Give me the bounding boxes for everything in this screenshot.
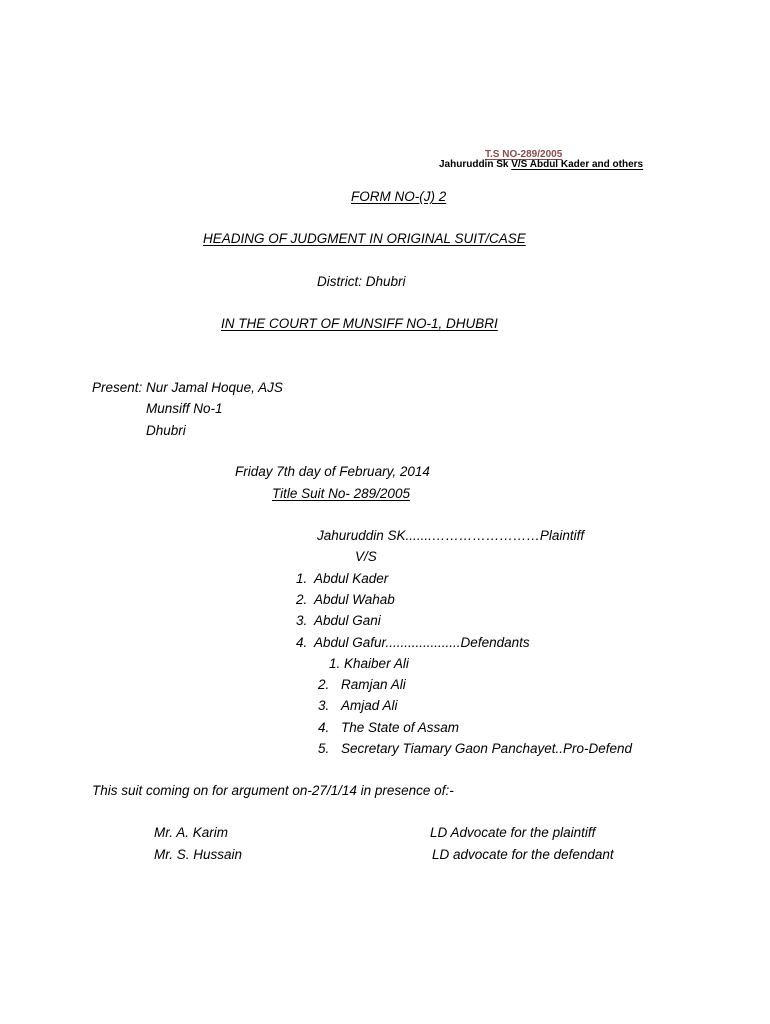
proforma-defendant-item xyxy=(318,698,398,714)
judgment-date: Friday 7th day of February, 2014 xyxy=(235,464,430,479)
defendant-number: 3. xyxy=(296,613,308,628)
defendant-item xyxy=(296,592,395,608)
form-number: FORM NO-(J) 2 xyxy=(351,189,447,204)
proforma-defendant-item xyxy=(318,677,406,693)
proforma-defendant-name: Khaiber Ali xyxy=(344,656,409,671)
defendant-item xyxy=(296,571,388,587)
proforma-defendant-name: Secretary Tiamary Gaon Panchayet..Pro-Defend xyxy=(341,741,633,756)
parties-header-plaintiff: Jahuruddin Sk xyxy=(439,159,509,170)
title-suit-number: Title Suit No- 289/2005 xyxy=(272,486,410,501)
argument-line: This suit coming on for argument on-27/1/14 in presence of:- xyxy=(92,783,454,798)
present-line: Present: Nur Jamal Hoque, AJS xyxy=(92,380,283,395)
defendant-name: Abdul Wahab xyxy=(314,592,395,607)
judgment-heading: HEADING OF JUDGMENT IN ORIGINAL SUIT/CASE xyxy=(203,231,526,246)
defendant-number: 2. xyxy=(296,592,308,607)
defendant-item xyxy=(296,635,530,651)
district-line: District: Dhubri xyxy=(317,274,406,289)
case-number-header: T.S NO-289/2005 xyxy=(485,149,563,160)
advocate-role: LD Advocate for the plaintiff xyxy=(430,825,596,840)
present-designation: Munsiff No-1 xyxy=(146,401,223,416)
proforma-defendant-name: The State of Assam xyxy=(341,720,460,735)
defendant-number: 1. xyxy=(296,571,308,586)
proforma-defendant-number: 5. xyxy=(318,741,330,756)
proforma-defendant-name: Ramjan Ali xyxy=(341,677,406,692)
proforma-defendant-number: 4. xyxy=(318,720,330,735)
parties-header-defendants: V/S Abdul Kader and others xyxy=(511,159,644,170)
plaintiff-line: Jahuruddin SK.......……………………Plaintiff xyxy=(317,528,585,543)
defendant-number: 4. xyxy=(296,635,308,650)
advocate-role: LD advocate for the defendant xyxy=(432,847,614,862)
advocate-name: Mr. S. Hussain xyxy=(154,847,243,862)
present-place: Dhubri xyxy=(146,423,186,438)
defendant-name: Abdul Gani xyxy=(314,613,381,628)
defendant-name: Abdul Kader xyxy=(314,571,389,586)
advocate-name: Mr. A. Karim xyxy=(154,825,228,840)
court-name: IN THE COURT OF MUNSIFF NO-1, DHUBRI xyxy=(221,316,498,331)
proforma-defendant-item xyxy=(318,720,459,736)
proforma-defendant-name: Amjad Ali xyxy=(341,698,398,713)
defendant-name: Abdul Gafur....................Defendants xyxy=(314,635,530,650)
parties-header xyxy=(439,159,643,171)
proforma-defendant-number: 2. xyxy=(318,677,330,692)
proforma-defendant-number: 1. xyxy=(329,656,341,671)
defendant-item xyxy=(296,613,381,629)
proforma-defendant-item xyxy=(318,741,632,757)
proforma-defendant-item xyxy=(329,656,409,672)
proforma-defendant-number: 3. xyxy=(318,698,330,713)
versus-label: V/S xyxy=(355,549,377,564)
